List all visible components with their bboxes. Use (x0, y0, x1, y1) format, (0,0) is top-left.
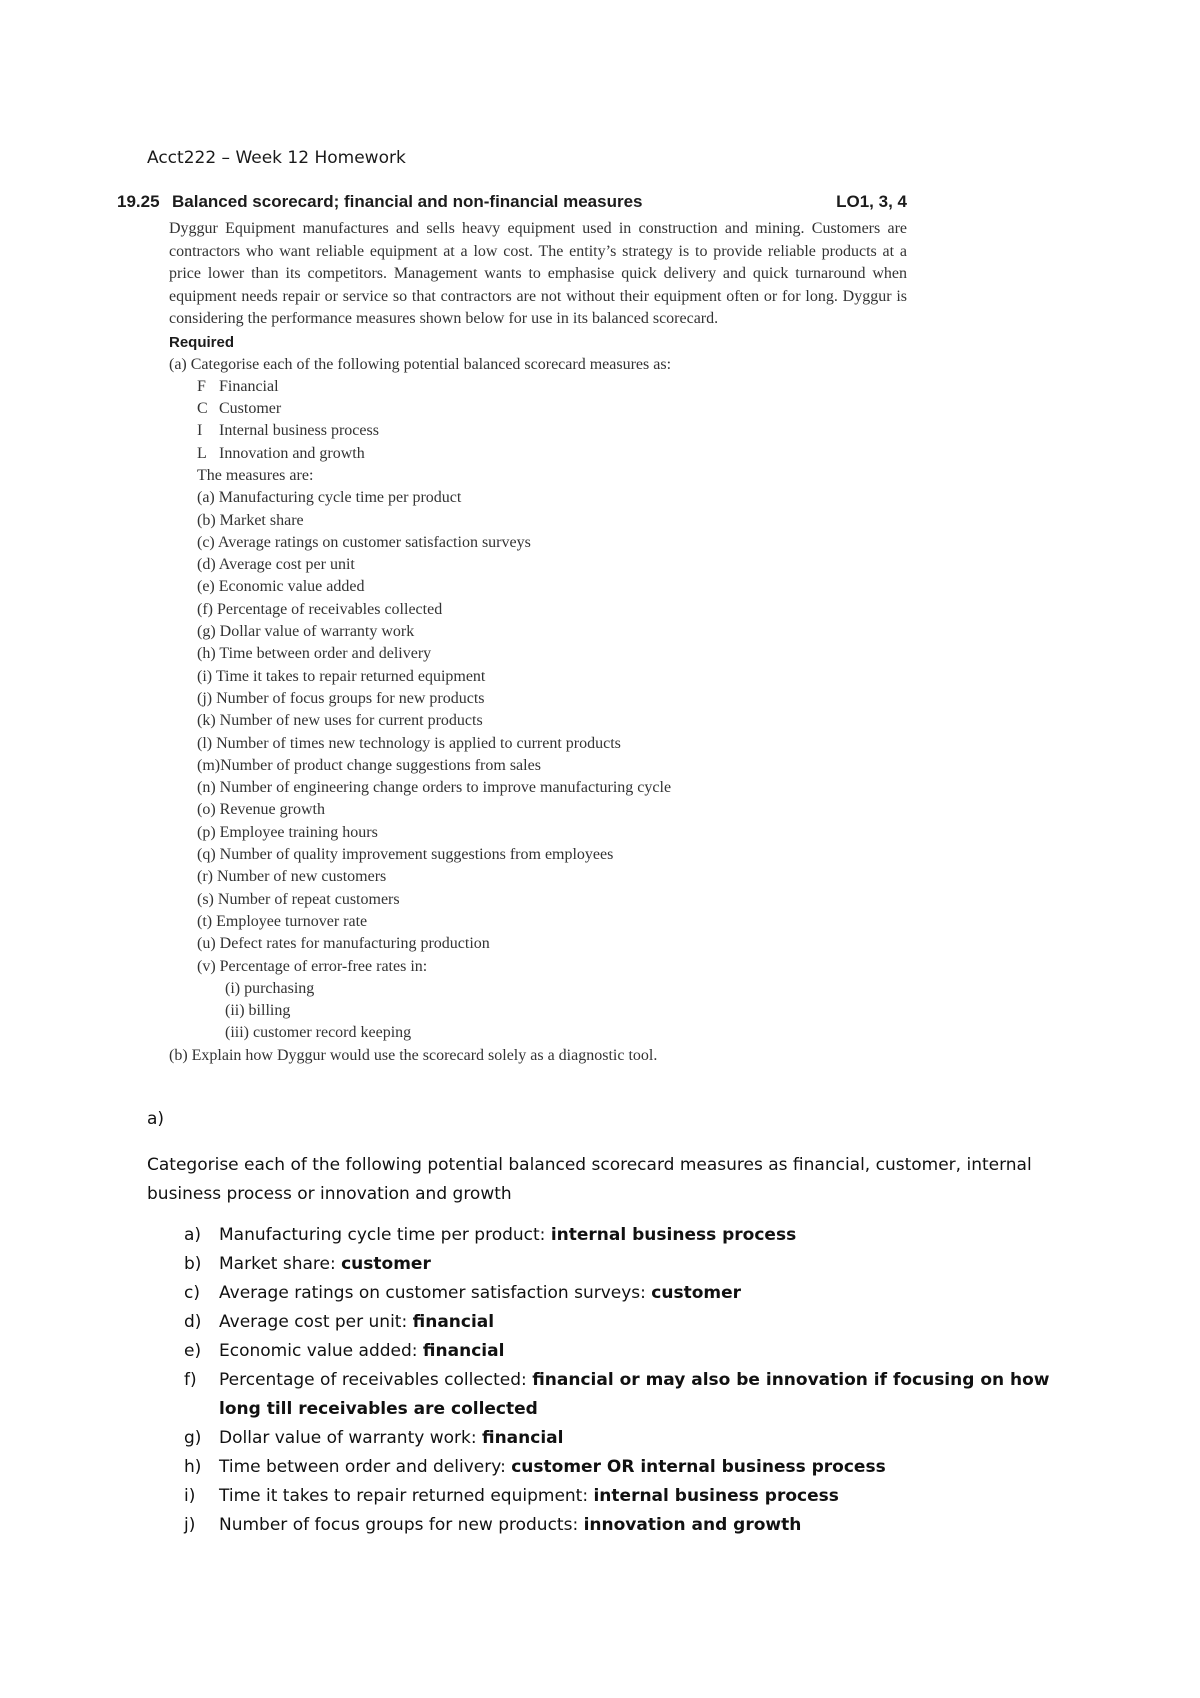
answer-letter: f) (184, 1370, 197, 1390)
answer-measure: Time it takes to repair returned equipment: (219, 1486, 594, 1506)
answer-measure: Average cost per unit: (219, 1312, 413, 1332)
answer-letter: b) (184, 1254, 202, 1274)
measure-item: (n) Number of engineering change orders to improve manufacturing cycle (197, 779, 672, 797)
answer-item (147, 1250, 1067, 1279)
answer-list (147, 1221, 1067, 1540)
answer-letter: i) (184, 1486, 196, 1506)
exercise-paragraph: Dyggur Equipment manufactures and sells heavy equipment used in construction and mining. Customers are contractors who want reliable equipment at a low cost. The entity’s strategy is to provide reliable products at a price lower than its competitors. Management wants to emphasise quick delivery and quick turnaround when equipment needs repair or service so that contractors are not without their equipment often or for long. Dyggur is considering the performance measures shown below for use in its balanced scorecard. (169, 220, 907, 327)
measure-item: (j) Number of focus groups for new products (197, 689, 485, 707)
category-code: F (197, 377, 206, 395)
answer-item (147, 1366, 1067, 1424)
measure-item: (i) Time it takes to repair returned equipment (197, 667, 486, 685)
part-b-instruction: (b) Explain how Dyggur would use the scorecard solely as a diagnostic tool. (169, 1046, 658, 1064)
answer-item (147, 1453, 1067, 1482)
answer-measure: Dollar value of warranty work: (219, 1428, 482, 1448)
exercise-title: Balanced scorecard; financial and non-financial measures (172, 192, 643, 211)
answer-category: internal business process (593, 1486, 839, 1506)
answer-item (147, 1279, 1067, 1308)
category-list (117, 376, 907, 465)
sub-measure-item: (i) purchasing (225, 979, 315, 997)
measure-item: (u) Defect rates for manufacturing production (197, 935, 490, 953)
category-item (197, 420, 907, 442)
measure-item: (a) Manufacturing cycle time per product (197, 489, 462, 507)
measure-item: (e) Economic value added (197, 578, 365, 596)
measure-item: (p) Employee training hours (197, 823, 378, 841)
answer-item (147, 1424, 1067, 1453)
answer-measure: Economic value added: (219, 1341, 423, 1361)
measure-item: (k) Number of new uses for current products (197, 712, 483, 730)
measure-list (117, 487, 907, 1044)
answer-category: financial (412, 1312, 495, 1332)
answer-measure: Manufacturing cycle time per product: (219, 1225, 551, 1245)
category-code: I (197, 422, 203, 440)
measure-item: (m)Number of product change suggestions from sales (197, 756, 541, 774)
answer-item (147, 1337, 1067, 1366)
category-item (197, 398, 907, 420)
measures-intro: The measures are: (197, 466, 314, 484)
exercise-number: 19.25 (117, 192, 160, 211)
answer-category: financial (481, 1428, 564, 1448)
measure-item: (f) Percentage of receivables collected (197, 600, 443, 618)
answer-item (147, 1221, 1067, 1250)
answer-section-label: a) (147, 1109, 165, 1129)
document-title: Acct222 – Week 12 Homework (147, 148, 406, 168)
answer-letter: j) (184, 1515, 196, 1535)
answer-category: internal business process (550, 1225, 797, 1245)
learning-objectives: LO1, 3, 4 (836, 192, 907, 211)
category-label: Innovation and growth (219, 444, 365, 462)
part-a-instruction: (a) Categorise each of the following potential balanced scorecard measures as: (169, 355, 672, 373)
measure-item: (h) Time between order and delivery (197, 645, 432, 663)
measure-item: (t) Employee turnover rate (197, 912, 368, 930)
measure-item: (b) Market share (197, 511, 304, 529)
sub-measure-item: (iii) customer record keeping (225, 1024, 412, 1042)
answer-intro: Categorise each of the following potential balanced scorecard measures as financial, customer, internal business process or innovation and growth (147, 1155, 1032, 1204)
answer-category: customer (651, 1283, 742, 1303)
measure-item: (g) Dollar value of warranty work (197, 623, 415, 641)
answer-measure: Average ratings on customer satisfaction surveys: (219, 1283, 652, 1303)
textbook-excerpt (117, 192, 907, 1067)
answer-measure: Time between order and delivery: (219, 1457, 512, 1477)
answer-item (147, 1308, 1067, 1337)
measure-item: (c) Average ratings on customer satisfaction surveys (197, 533, 531, 551)
exercise-heading (117, 192, 907, 216)
category-item (197, 376, 907, 398)
measure-item: (d) Average cost per unit (197, 556, 355, 574)
measure-item: (q) Number of quality improvement suggestions from employees (197, 846, 614, 864)
answer-letter: g) (184, 1428, 202, 1448)
answer-category: financial or may also be innovation if focusing on how long till receivables are collected (219, 1370, 1050, 1419)
measure-item: (l) Number of times new technology is applied to current products (197, 734, 621, 752)
answer-letter: a) (184, 1225, 202, 1245)
answer-letter: c) (184, 1283, 200, 1303)
answer-item (147, 1482, 1067, 1511)
category-code: L (197, 444, 207, 462)
answer-category: customer (341, 1254, 431, 1274)
category-label: Internal business process (219, 422, 379, 440)
measure-item: (o) Revenue growth (197, 801, 325, 819)
answer-measure: Number of focus groups for new products: (219, 1515, 584, 1535)
measure-item: (s) Number of repeat customers (197, 890, 400, 908)
measure-item: (r) Number of new customers (197, 868, 387, 886)
measure-item: (v) Percentage of error-free rates in: (197, 957, 428, 975)
category-label: Financial (219, 377, 279, 395)
answer-section (147, 1105, 1067, 1540)
category-code: C (197, 400, 208, 418)
category-item (197, 443, 907, 465)
answer-letter: d) (184, 1312, 202, 1332)
sub-measure-item: (ii) billing (225, 1002, 291, 1020)
category-label: Customer (219, 400, 282, 418)
answer-measure: Percentage of receivables collected: (219, 1370, 533, 1390)
answer-measure: Market share: (219, 1254, 342, 1274)
answer-letter: e) (184, 1341, 202, 1361)
answer-category: customer OR internal business process (511, 1457, 886, 1477)
answer-category: financial (422, 1341, 505, 1361)
answer-letter: h) (184, 1457, 202, 1477)
answer-item (147, 1511, 1067, 1540)
answer-category: innovation and growth (583, 1515, 802, 1535)
required-label: Required (169, 333, 235, 351)
